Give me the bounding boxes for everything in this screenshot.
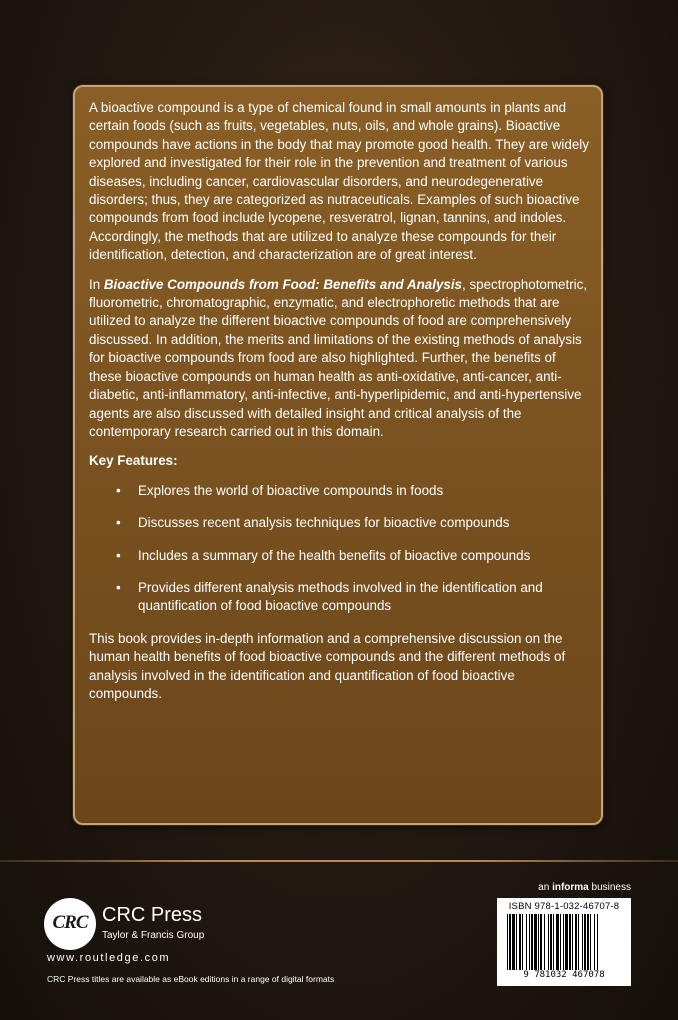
crc-logo-text: CRC [52,912,88,933]
feature-text: Includes a summary of the health benefits of bioactive compounds [138,547,531,563]
bullet-icon: • [116,547,121,563]
website-link[interactable]: www.routledge.com [47,952,171,964]
ebook-note: CRC Press titles are available as eBook editions in a range of digital formats [47,974,335,984]
feature-text: Explores the world of bioactive compounds in foods [138,482,444,498]
publisher-group: Taylor & Francis Group [102,930,205,941]
book-title: Bioactive Compounds from Food: Benefits and Analysis [103,276,463,292]
informa-tagline [538,882,631,893]
informa-word: informa [552,882,589,893]
publisher-name: CRC Press [102,904,203,926]
feature-item [116,547,589,565]
isbn-digits: 9 781032 467078 [523,970,605,980]
feature-item [116,579,589,616]
summary-body: , spectrophotometric, fluorometric, chromatographic, enzymatic, and electrophoretic methods that are utilized to analyze the different bioactive compounds of food are comprehensively discussed. In addition, the merits and limitations of the existing methods of analysis for bioactive compounds from food are also highlighted. Further, the benefits of these bioactive compounds on human health as anti-oxidative, anti-cancer, anti-diabetic, anti-inflammatory, anti-infective, anti-hyperlipidemic, and anti-hypertensive agents are also discussed with detailed insight and critical analysis of the contemporary research carried out in this domain. [89,276,588,439]
bullet-icon: • [116,515,121,531]
informa-suffix: business [588,882,631,893]
closing-paragraph: This book provides in-depth information and a comprehensive discussion on the human health benefits of food bioactive compounds and the different methods of analysis involved in the identification and quantification of food bioactive compounds. [89,630,566,701]
key-features-heading: Key Features: [89,453,178,469]
feature-text: Provides different analysis methods involved in the identification and quantification of food bioactive compounds [138,579,543,614]
intro-paragraph: A bioactive compound is a type of chemical found in small amounts in plants and certain foods (such as fruits, vegetables, nuts, oils, and whole grains). Bioactive compounds have actions in the body that may promote good health. They are widely explored and investigated for their role in the prevention and treatment of various diseases, including cancer, cardiovascular disorders, and neurodegenerative disorders; thus, they are categorized as nutraceuticals. Examples of such bioactive compounds from food include lycopene, resveratrol, lignan, tannins, and indoles. Accordingly, the methods that are utilized to analyze these compounds for their identification, detection, and characterization are of great interest. [89,100,589,263]
summary-prefix: In [89,276,104,292]
description-panel [73,85,603,825]
summary-paragraph [89,276,589,442]
feature-item [116,482,589,500]
footer-divider [0,860,678,862]
feature-item [116,514,589,532]
informa-prefix: an [538,882,553,893]
barcode-icon [505,914,623,970]
bullet-icon: • [116,482,121,498]
isbn-label: ISBN 978-1-032-46707-8 [508,901,620,912]
isbn-barcode-box [497,898,631,986]
feature-text: Discusses recent analysis techniques for bioactive compounds [138,515,510,531]
bullet-icon: • [116,579,121,595]
key-features-list [89,482,589,616]
